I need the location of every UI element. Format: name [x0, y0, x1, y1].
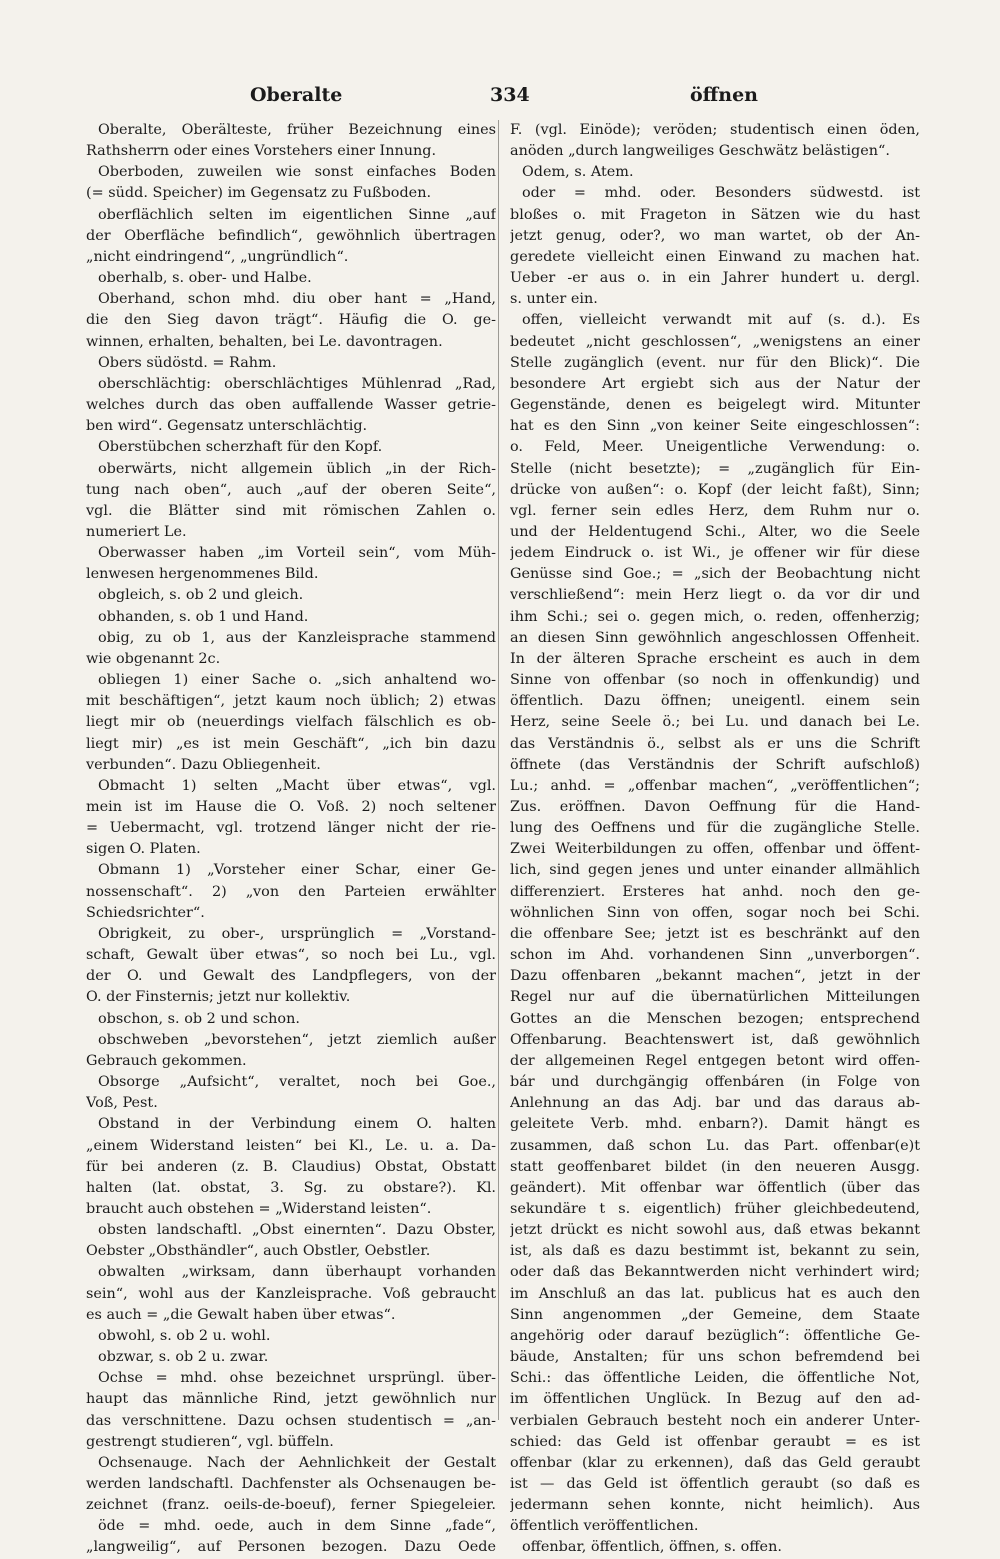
text-line: mein ist im Hause die O. Voß. 2) noch seltener — [86, 799, 496, 815]
text-line: Sinne von offenbar (so noch in offenkundig) und — [510, 672, 920, 689]
text-line: die offenbare See; jetzt ist es beschränkt auf den — [510, 925, 920, 942]
text-line: Ochse = mhd. ohse bezeichnet ursprüngl. über- — [98, 1370, 496, 1387]
text-line: lenwesen hergenommenes Bild. — [86, 566, 319, 583]
text-line: oberschlächtig: oberschlächtiges Mühlenrad „Rad, — [98, 375, 496, 392]
text-line: geleitete Verb. mhd. enbarn?). Damit hängt es — [510, 1116, 920, 1133]
text-line: bloßes o. mit Frageton in Sätzen wie du hast — [510, 206, 920, 223]
text-line: öffnete (das Verständnis der Schrift aufschloß) — [510, 756, 920, 773]
text-line: Oberboden, zuweilen wie sonst einfaches Boden — [98, 164, 496, 181]
text-line: der O. und Gewalt des Landpflegers, von der — [86, 968, 496, 985]
text-line: das Verständnis ö., selbst als er uns die Schrift — [510, 735, 920, 752]
text-line: bäude, Anstalten; für uns schon befremdend bei — [510, 1349, 920, 1366]
text-line: anöden „durch langweiliges Geschwätz belästigen“. — [510, 143, 890, 160]
text-line: liegt mir) „es ist mein Geschäft“, „ich bin dazu — [86, 735, 496, 752]
text-line: Stelle (nicht besetzte); = „zugänglich für Ein- — [510, 460, 920, 477]
text-line: Odem, s. Atem. — [522, 164, 634, 181]
text-line: offen, vielleicht verwandt mit auf (s. d.). Es — [522, 312, 920, 329]
text-line: Ochsenauge. Nach der Aehnlichkeit der Gestalt — [98, 1454, 496, 1471]
text-line: statt geoffenbaret bildet (in den neueren Ausgg. — [510, 1158, 920, 1175]
header-left-word: Oberalte — [250, 84, 343, 106]
text-line: Sinn angenommen „der Gemeine, dem Staate — [510, 1306, 920, 1323]
text-line: oberflächlich selten im eigentlichen Sinne „auf — [98, 206, 496, 223]
text-line: Stelle zugänglich (event. nur für den Blick)“. Die — [510, 354, 920, 371]
text-line: Obrigkeit, zu ober-, ursprünglich = „Vorstand- — [98, 925, 496, 942]
text-line: oberhalb, s. ober- und Halbe. — [98, 270, 312, 287]
text-line: sigen O. Platen. — [86, 841, 201, 858]
text-line: im öffentlichen Unglück. In Bezug auf den ad- — [510, 1391, 920, 1408]
text-line: für bei anderen (z. B. Claudius) Obstat, Obstatt — [86, 1158, 496, 1175]
text-line: Gegenstände, denen es beigelegt wird. Mitunter — [510, 397, 920, 414]
text-line: obsten landschaftl. „Obst einernten“. Dazu Obster, — [98, 1222, 496, 1239]
text-line: jedem Eindruck o. ist Wi., je offener wir für diese — [510, 545, 920, 562]
text-line: ben wird“. Gegensatz unterschlächtig. — [86, 418, 368, 435]
text-line: öffentlich veröffentlichen. — [510, 1518, 699, 1535]
text-line: an diesen Sinn gewöhnlich angeschlossen Offenheit. — [510, 629, 920, 646]
text-line: braucht auch obstehen = „Widerstand leisten“. — [86, 1200, 432, 1217]
text-line: halten (lat. obstat, 3. Sg. zu obstare?). Kl. — [86, 1179, 496, 1196]
text-line: differenziert. Ersteres hat anhd. noch den ge- — [510, 883, 920, 900]
text-line: angehörig oder darauf bezüglich“: öffentliche Ge- — [510, 1327, 920, 1344]
text-line: O. der Finsternis; jetzt nur kollektiv. — [86, 989, 351, 1006]
text-line: s. unter ein. — [510, 291, 598, 308]
text-line: schied: das Geld ist offenbar geraubt = es ist — [510, 1433, 920, 1450]
text-line: Herz, seine Seele ö.; bei Lu. und danach bei Le. — [510, 714, 920, 731]
text-line: Obmann 1) „Vorsteher einer Schar, einer Ge- — [98, 862, 496, 879]
text-line: „einem Widerstand leisten“ bei Kl., Le. u. a. Da- — [86, 1137, 496, 1154]
text-line: vgl. ferner sein edles Herz, dem Ruhm nur o. — [510, 502, 920, 519]
text-line: o. Feld, Meer. Uneigentliche Verwendung: o. — [510, 439, 920, 456]
text-line: Schi.: das öffentliche Leiden, die öffentliche Not, — [510, 1370, 920, 1387]
text-line: Offenbarung. Beachtenswert ist, daß gewöhnlich — [510, 1031, 920, 1048]
text-line: obschon, s. ob 2 und schon. — [98, 1010, 300, 1027]
text-line: hat es den Sinn „von keiner Seite eingeschlossen“: — [510, 418, 920, 435]
text-line: der allgemeinen Regel entgegen betont wird offen- — [510, 1052, 920, 1069]
text-line: obliegen 1) einer Sache o. „sich anhaltend wo- — [98, 672, 496, 689]
text-line: wöhnlichen Sinn von offen, sogar noch bei Schi. — [510, 904, 920, 921]
text-line: verschließend“: mein Herz liegt o. da vor dir und — [510, 587, 920, 604]
text-line: „langweilig“, auf Personen bezogen. Dazu Oede — [86, 1539, 496, 1556]
text-line: welches durch das oben auffallende Wasser getrie- — [86, 397, 496, 414]
text-line: vgl. die Blätter sind mit römischen Zahlen o. — [86, 502, 496, 519]
text-line: jetzt genug, oder?, wo man wartet, ob der An- — [510, 227, 920, 244]
text-line: werden landschaftl. Dachfenster als Ochsenaugen be- — [86, 1476, 496, 1492]
text-line: Oberhand, schon mhd. diu ober hant = „Hand, — [98, 291, 496, 308]
text-line: „nicht eindringend“, „ungründlich“. — [86, 248, 349, 265]
text-line: oder = mhd. oder. Besonders südwestd. ist — [522, 185, 920, 202]
text-line: besondere Art ergiebt sich aus der Natur der — [510, 375, 920, 392]
text-line: obschweben „bevorstehen“, jetzt ziemlich außer — [98, 1031, 496, 1048]
text-line: verbunden“. Dazu Obliegenheit. — [86, 756, 321, 773]
text-line: Lu.; anhd. = „offenbar machen“, „veröffentlichen“; — [510, 777, 920, 794]
text-line: jedermann sehen konnte, nicht heimlich). Aus — [510, 1497, 920, 1514]
text-line: bár und durchgängig offenbáren (in Folge von — [510, 1074, 920, 1091]
text-line: Genüsse sind Goe.; = „sich der Beobachtung nicht — [510, 566, 920, 583]
page-number: 334 — [490, 84, 530, 106]
text-line: haupt das männliche Rind, jetzt gewöhnlich nur — [86, 1391, 496, 1408]
text-line: ist — das Geld ist öffentlich geraubt (so daß es — [510, 1476, 920, 1492]
text-line: obhanden, s. ob 1 und Hand. — [98, 608, 309, 625]
text-line: das verschnittene. Dazu ochsen studentisch = „an- — [86, 1412, 496, 1429]
text-line: obzwar, s. ob 2 u. zwar. — [98, 1349, 269, 1366]
text-line: F. (vgl. Einöde); veröden; studentisch einen öden, — [510, 122, 920, 138]
text-line: Ueber -er aus o. in ein Jahrer hundert u. dergl. — [510, 270, 920, 287]
column-divider — [498, 120, 499, 1420]
text-line: numeriert Le. — [86, 523, 187, 540]
text-line: Gottes an die Menschen bezogen; entsprechend — [510, 1010, 920, 1027]
text-line: Rathsherrn oder eines Vorstehers einer Innung. — [86, 143, 437, 160]
text-line: Zwei Weiterbildungen zu offen, offenbar und öffent- — [510, 841, 920, 858]
text-line: = Uebermacht, vgl. trotzend länger nicht der rie- — [86, 820, 496, 837]
text-line: In der älteren Sprache erscheint es auch in dem — [510, 650, 920, 667]
text-line: oberwärts, nicht allgemein üblich „in der Rich- — [98, 460, 496, 477]
text-line: Obmacht 1) selten „Macht über etwas“, vgl. — [98, 777, 496, 794]
text-line: Gebrauch gekommen. — [86, 1052, 247, 1069]
text-line: geändert). Mit offenbar war öffentlich (über das — [510, 1179, 920, 1196]
text-line: obgleich, s. ob 2 und gleich. — [98, 587, 304, 604]
text-line: es auch = „die Gewalt haben über etwas“. — [86, 1306, 396, 1323]
text-line: sein“, wohl aus der Kanzleisprache. Voß gebraucht — [86, 1285, 496, 1302]
text-line: obig, zu ob 1, aus der Kanzleisprache stammend — [98, 629, 496, 646]
text-line: tung nach oben“, auch „auf der oberen Seite“, — [86, 481, 496, 498]
text-line: sekundäre t s. eigentlich) früher gleichbedeutend, — [510, 1200, 920, 1217]
text-line: Obstand in der Verbindung einem O. halten — [98, 1116, 496, 1133]
text-line: Oebster „Obsthändler“, auch Obstler, Oebstler. — [86, 1243, 431, 1260]
text-line: offenbar (klar zu erkennen), daß das Geld geraubt — [510, 1454, 920, 1471]
text-line: Voß, Pest. — [86, 1095, 158, 1112]
text-line: offenbar, öffentlich, öffnen, s. offen. — [522, 1539, 782, 1556]
header-right-word: öffnen — [690, 84, 758, 106]
text-line: im Anschluß an das lat. publicus hat es auch den — [510, 1285, 920, 1302]
text-line: Zus. eröffnen. Davon Oeffnung für die Hand- — [510, 799, 920, 815]
text-line: geredete vielleicht einen Einwand zu machen hat. — [510, 248, 920, 265]
text-line: liegt mir ob (neuerdings vielfach fälschlich es ob- — [86, 714, 496, 731]
text-line: (= südd. Speicher) im Gegensatz zu Fußboden. — [86, 185, 432, 202]
text-line: nossenschaft“. 2) „von den Parteien erwählter — [86, 883, 496, 900]
text-line: obwalten „wirksam, dann überhaupt vorhanden — [98, 1264, 496, 1281]
text-line: Oberalte, Oberälteste, früher Bezeichnung eines — [98, 122, 496, 138]
text-line: lung des Oeffnens und für die zugängliche Stelle. — [510, 820, 920, 837]
text-line: ihm Schi.; sei o. gegen mich, o. reden, offenherzig; — [510, 608, 920, 625]
right-column — [510, 120, 920, 1559]
text-line: öde = mhd. oede, auch in dem Sinne „fade“, — [98, 1518, 496, 1535]
text-line: wie obgenannt 2c. — [86, 650, 221, 667]
text-line: zusammen, daß schon Lu. das Part. offenbar(e)t — [510, 1137, 920, 1154]
text-line: verbialen Gebrauch besteht noch ein anderer Unter- — [510, 1412, 920, 1429]
text-line: der Oberfläche befindlich“, gewöhnlich übertragen — [86, 227, 496, 244]
text-line: obwohl, s. ob 2 u. wohl. — [98, 1327, 271, 1344]
text-line: oder daß das Bekanntwerden nicht verhindert wird; — [510, 1264, 920, 1281]
text-line: öffentlich. Dazu öffnen; uneigentl. einem sein — [510, 693, 920, 710]
text-line: schon im Ahd. vorhandenen Sinn „unverborgen“. — [510, 947, 920, 964]
text-line: zeichnet (franz. oeils-de-boeuf), ferner Spiegeleier. — [86, 1497, 496, 1514]
left-column — [86, 120, 496, 1559]
text-line: Regel nur auf die übernatürlichen Mitteilungen — [510, 989, 920, 1006]
text-line: die den Sieg davon trägt“. Häufig die O. ge- — [86, 312, 496, 329]
text-line: gestrengt studieren“, vgl. büffeln. — [86, 1433, 334, 1450]
text-line: Anlehnung an das Adj. bar und das daraus ab- — [510, 1095, 920, 1112]
text-line: Dazu offenbaren „bekannt machen“, jetzt in der — [510, 968, 920, 985]
text-line: bedeutet „nicht geschlossen“, „wenigstens an einer — [510, 333, 920, 350]
text-line: schaft, Gewalt über etwas“, so noch bei Lu., vgl. — [86, 947, 496, 964]
text-line: Schiedsrichter“. — [86, 904, 205, 921]
text-line: winnen, erhalten, behalten, bei Le. davontragen. — [86, 333, 443, 350]
text-line: mit beschäftigen“, jetzt kaum noch üblich; 2) etwas — [86, 693, 496, 710]
text-line: lich, sind gegen jenes und unter einander allmählich — [510, 862, 920, 879]
text-line: Obers südöstd. = Rahm. — [98, 354, 277, 371]
running-head — [90, 84, 950, 114]
text-line: ist, als daß es dazu bestimmt ist, bekannt zu sein, — [510, 1243, 920, 1260]
text-line: Oberstübchen scherzhaft für den Kopf. — [98, 439, 383, 456]
text-line: und der Heldentugend Schi., Alter, wo die Seele — [510, 523, 920, 540]
text-line: jetzt drückt es nicht sowohl aus, daß etwas bekannt — [510, 1222, 920, 1239]
text-line: drücke von außen“: o. Kopf (der leicht faßt), Sinn; — [510, 481, 920, 498]
text-line: Oberwasser haben „im Vorteil sein“, vom Müh- — [98, 545, 496, 562]
text-line: Obsorge „Aufsicht“, veraltet, noch bei Goe., — [98, 1074, 496, 1091]
